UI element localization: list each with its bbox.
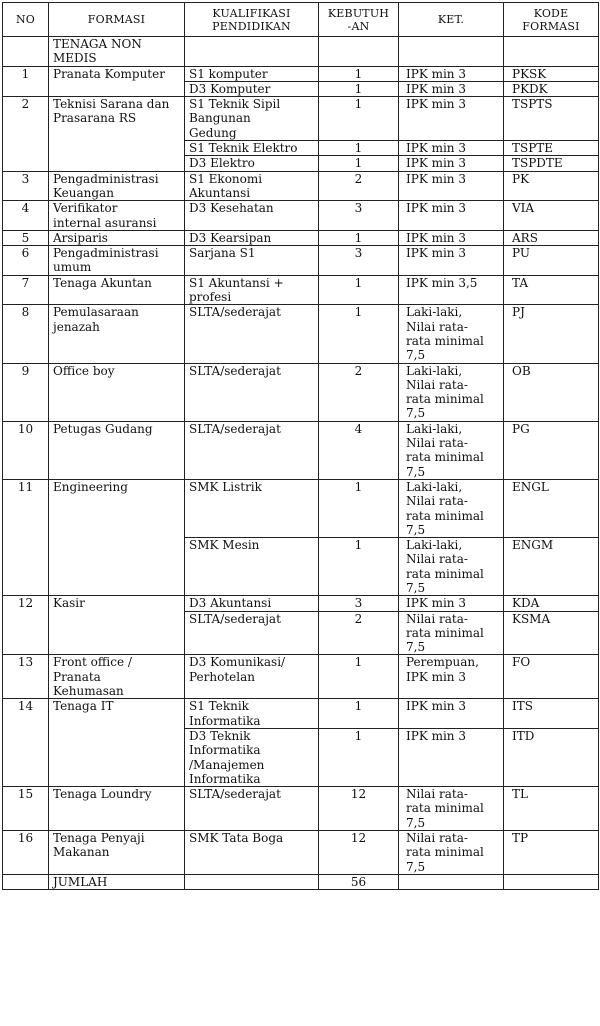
row-formasi: Arsiparis [49,230,185,245]
row-ket: IPK min 3 [399,230,504,245]
table-row [3,201,599,231]
row-kode: TA [504,275,599,305]
row-kebutuhan: 1 [319,538,399,596]
row-ket: IPK min 3 [399,171,504,201]
row-ket: Nilai rata- rata minimal 7,5 [399,831,504,875]
row-kualifikasi: D3 Komputer [185,81,319,96]
row-formasi: Tenaga IT [49,699,185,787]
row-formasi: Teknisi Sarana dan Prasarana RS [49,97,185,171]
row-kebutuhan: 2 [319,171,399,201]
table-row [3,66,599,81]
row-ket: IPK min 3 [399,728,504,786]
row-kebutuhan: 4 [319,421,399,479]
row-kebutuhan: 3 [319,246,399,276]
header-ket: KET. [399,3,504,37]
table-row [3,421,599,479]
row-no: 4 [3,201,49,231]
row-kode: PU [504,246,599,276]
row-kebutuhan: 1 [319,655,399,699]
row-ket: IPK min 3 [399,246,504,276]
row-kualifikasi: D3 Teknik Informatika /Manajemen Informatika [185,728,319,786]
row-kualifikasi: D3 Kearsipan [185,230,319,245]
row-ket: IPK min 3,5 [399,275,504,305]
row-formasi: Pengadministrasi Keuangan [49,171,185,201]
row-kode: TL [504,787,599,831]
section-row [3,37,599,67]
row-kode: KSMA [504,611,599,655]
row-kode: VIA [504,201,599,231]
table-row [3,97,599,141]
row-formasi: Petugas Gudang [49,421,185,479]
row-kode: FO [504,655,599,699]
row-kode: PKDK [504,81,599,96]
row-kualifikasi: S1 Teknik Informatika [185,699,319,729]
table-row [3,230,599,245]
row-ket: Nilai rata- rata minimal 7,5 [399,787,504,831]
row-ket: IPK min 3 [399,81,504,96]
row-kode: KDA [504,596,599,611]
row-kode: ITS [504,699,599,729]
row-ket: IPK min 3 [399,596,504,611]
row-ket: IPK min 3 [399,141,504,156]
total-label: JUMLAH [49,874,185,889]
row-formasi: Pengadministrasi umum [49,246,185,276]
row-no: 5 [3,230,49,245]
table-row [3,655,599,699]
total-row [3,874,599,889]
row-formasi: Pranata Komputer [49,66,185,97]
row-kebutuhan: 1 [319,699,399,729]
row-kode: ARS [504,230,599,245]
row-no: 9 [3,363,49,421]
total-value: 56 [319,874,399,889]
table-row [3,305,599,363]
row-kode: PJ [504,305,599,363]
row-kebutuhan: 1 [319,230,399,245]
row-no: 14 [3,699,49,787]
row-kode: PKSK [504,66,599,81]
row-kebutuhan: 2 [319,611,399,655]
table-row [3,831,599,875]
row-ket: Laki-laki, Nilai rata- rata minimal 7,5 [399,421,504,479]
row-no: 15 [3,787,49,831]
row-kebutuhan: 2 [319,363,399,421]
row-ket: IPK min 3 [399,156,504,171]
table-row [3,596,599,611]
row-kebutuhan: 1 [319,305,399,363]
table-row [3,787,599,831]
row-kualifikasi: SLTA/sederajat [185,787,319,831]
row-formasi: Tenaga Akuntan [49,275,185,305]
row-kode: TSPTE [504,141,599,156]
row-kebutuhan: 1 [319,81,399,96]
row-no: 1 [3,66,49,97]
row-no: 2 [3,97,49,171]
header-kebutuhan: KEBUTUH -AN [319,3,399,37]
row-formasi: Office boy [49,363,185,421]
row-kode: TSPTS [504,97,599,141]
row-kualifikasi: SLTA/sederajat [185,421,319,479]
header-formasi: FORMASI [49,3,185,37]
row-kualifikasi: S1 komputer [185,66,319,81]
row-no: 6 [3,246,49,276]
formasi-table [2,2,599,890]
row-ket: Laki-laki, Nilai rata- rata minimal 7,5 [399,538,504,596]
row-formasi: Tenaga Penyaji Makanan [49,831,185,875]
row-no: 7 [3,275,49,305]
row-formasi: Front office / Pranata Kehumasan [49,655,185,699]
row-formasi: Kasir [49,596,185,655]
row-kode: TSPDTE [504,156,599,171]
row-kualifikasi: D3 Elektro [185,156,319,171]
row-ket: Nilai rata- rata minimal 7,5 [399,611,504,655]
row-kualifikasi: SMK Tata Boga [185,831,319,875]
row-no: 16 [3,831,49,875]
table-row [3,246,599,276]
row-ket: IPK min 3 [399,97,504,141]
row-kebutuhan: 3 [319,596,399,611]
row-formasi: Tenaga Loundry [49,787,185,831]
row-kebutuhan: 1 [319,66,399,81]
row-kebutuhan: 1 [319,97,399,141]
row-kebutuhan: 1 [319,141,399,156]
table-row [3,275,599,305]
row-no: 3 [3,171,49,201]
row-kualifikasi: S1 Akuntansi + profesi [185,275,319,305]
row-kebutuhan: 3 [319,201,399,231]
row-kebutuhan: 12 [319,831,399,875]
row-kode: OB [504,363,599,421]
table-row [3,171,599,201]
row-kebutuhan: 1 [319,728,399,786]
row-formasi: Verifikator internal asuransi [49,201,185,231]
row-kualifikasi: SMK Mesin [185,538,319,596]
header-kualifikasi: KUALIFIKASI PENDIDIKAN [185,3,319,37]
row-kualifikasi: S1 Teknik Sipil Bangunan Gedung [185,97,319,141]
row-formasi: Engineering [49,479,185,595]
section-no [3,37,49,67]
row-no: 11 [3,479,49,595]
row-kualifikasi: D3 Komunikasi/ Perhotelan [185,655,319,699]
row-ket: IPK min 3 [399,699,504,729]
row-kode: PK [504,171,599,201]
row-no: 8 [3,305,49,363]
table-row [3,363,599,421]
section-title: TENAGA NON MEDIS [49,37,185,67]
row-ket: Laki-laki, Nilai rata- rata minimal 7,5 [399,305,504,363]
row-no: 13 [3,655,49,699]
row-kebutuhan: 1 [319,275,399,305]
row-kode: ENGL [504,479,599,537]
table-row [3,479,599,537]
row-kode: ITD [504,728,599,786]
row-kualifikasi: S1 Teknik Elektro [185,141,319,156]
row-no: 10 [3,421,49,479]
row-kebutuhan: 1 [319,156,399,171]
row-formasi: Pemulasaraan jenazah [49,305,185,363]
row-kualifikasi: S1 Ekonomi Akuntansi [185,171,319,201]
header-row [3,3,599,37]
row-kualifikasi: SLTA/sederajat [185,363,319,421]
row-kode: TP [504,831,599,875]
row-kebutuhan: 1 [319,479,399,537]
row-kualifikasi: D3 Akuntansi [185,596,319,611]
row-ket: Perempuan, IPK min 3 [399,655,504,699]
row-kualifikasi: SLTA/sederajat [185,305,319,363]
table-row [3,699,599,729]
row-kualifikasi: SLTA/sederajat [185,611,319,655]
row-ket: Laki-laki, Nilai rata- rata minimal 7,5 [399,479,504,537]
header-no: NO [3,3,49,37]
row-ket: IPK min 3 [399,201,504,231]
row-kualifikasi: SMK Listrik [185,479,319,537]
row-kualifikasi: Sarjana S1 [185,246,319,276]
row-kebutuhan: 12 [319,787,399,831]
row-kualifikasi: D3 Kesehatan [185,201,319,231]
row-ket: Laki-laki, Nilai rata- rata minimal 7,5 [399,363,504,421]
row-no: 12 [3,596,49,655]
header-kode: KODE FORMASI [504,3,599,37]
row-kode: PG [504,421,599,479]
row-kode: ENGM [504,538,599,596]
row-ket: IPK min 3 [399,66,504,81]
